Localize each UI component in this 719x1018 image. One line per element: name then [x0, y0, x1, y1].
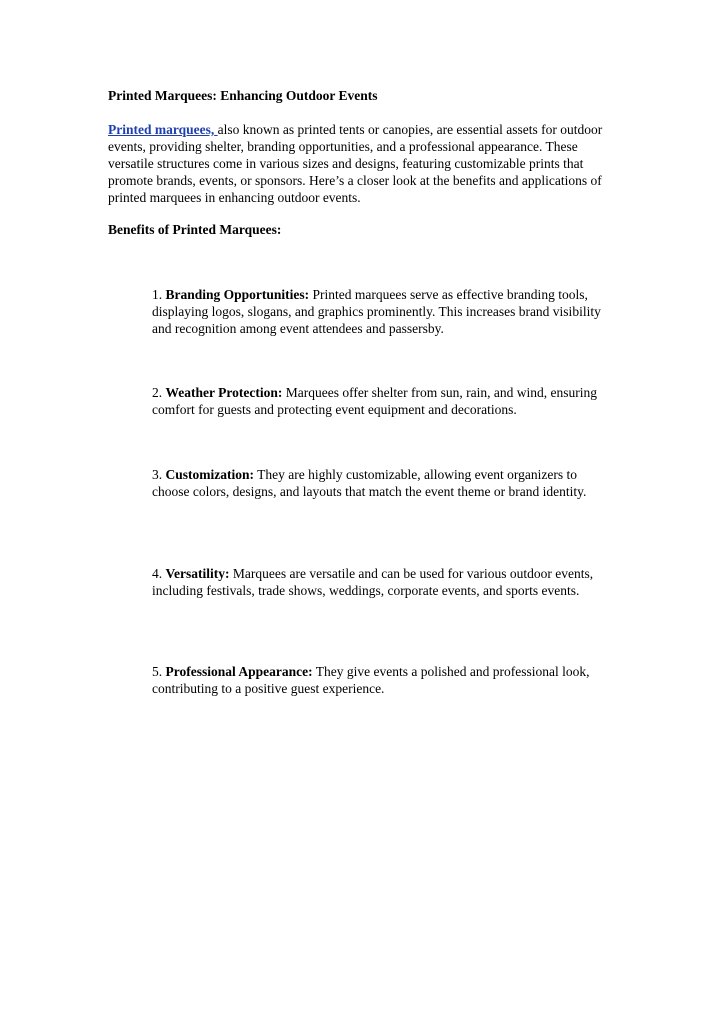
intro-paragraph — [108, 121, 608, 206]
item-text: Marquees are versatile and can be used for various outdoor events, including festivals, trade shows, weddings, corporate events, and sports events. — [152, 566, 594, 598]
item-text: Printed marquees serve as effective branding tools, displaying logos, slogans, and graphics prominently. This increases brand visibility and recognition among event attendees and passersby. — [152, 287, 601, 336]
item-text: Marquees offer shelter from sun, rain, and wind, ensuring comfort for guests and protecting event equipment and decorations. — [152, 385, 598, 417]
intro-text: also known as printed tents or canopies, are essential assets for outdoor events, providing shelter, branding opportunities, and a professional appearance. These versatile structures come in various sizes and designs, featuring customizable prints that promote brands, events, or sponsors. Here’s a closer look at the benefits and applications of printed marquees in enhancing outdoor events. — [108, 122, 603, 205]
list-item-branding — [152, 286, 617, 337]
benefits-heading: Benefits of Printed Marquees: — [108, 222, 282, 237]
item-text: They give events a polished and professional look, contributing to a positive guest experience. — [152, 664, 590, 696]
document-title: Printed Marquees: Enhancing Outdoor Events — [108, 88, 378, 103]
item-number: 2. — [152, 385, 166, 400]
list-item-customization — [152, 466, 617, 500]
item-number: 5. — [152, 664, 166, 679]
list-item-weather — [152, 384, 617, 418]
item-heading: Branding Opportunities: — [165, 287, 310, 302]
item-number: 1. — [152, 287, 166, 302]
item-number: 3. — [152, 467, 166, 482]
item-number: 4. — [152, 566, 166, 581]
list-item-professional — [152, 663, 617, 697]
item-heading: Weather Protection: — [165, 385, 283, 400]
printed-marquees-link[interactable]: Printed marquees, — [108, 122, 215, 137]
item-text: They are highly customizable, allowing event organizers to choose colors, designs, and layouts that match the event theme or brand identity. — [152, 467, 587, 499]
item-heading: Customization: — [165, 467, 254, 482]
item-heading: Versatility: — [165, 566, 230, 581]
list-item-versatility — [152, 565, 617, 599]
item-heading: Professional Appearance: — [165, 664, 313, 679]
